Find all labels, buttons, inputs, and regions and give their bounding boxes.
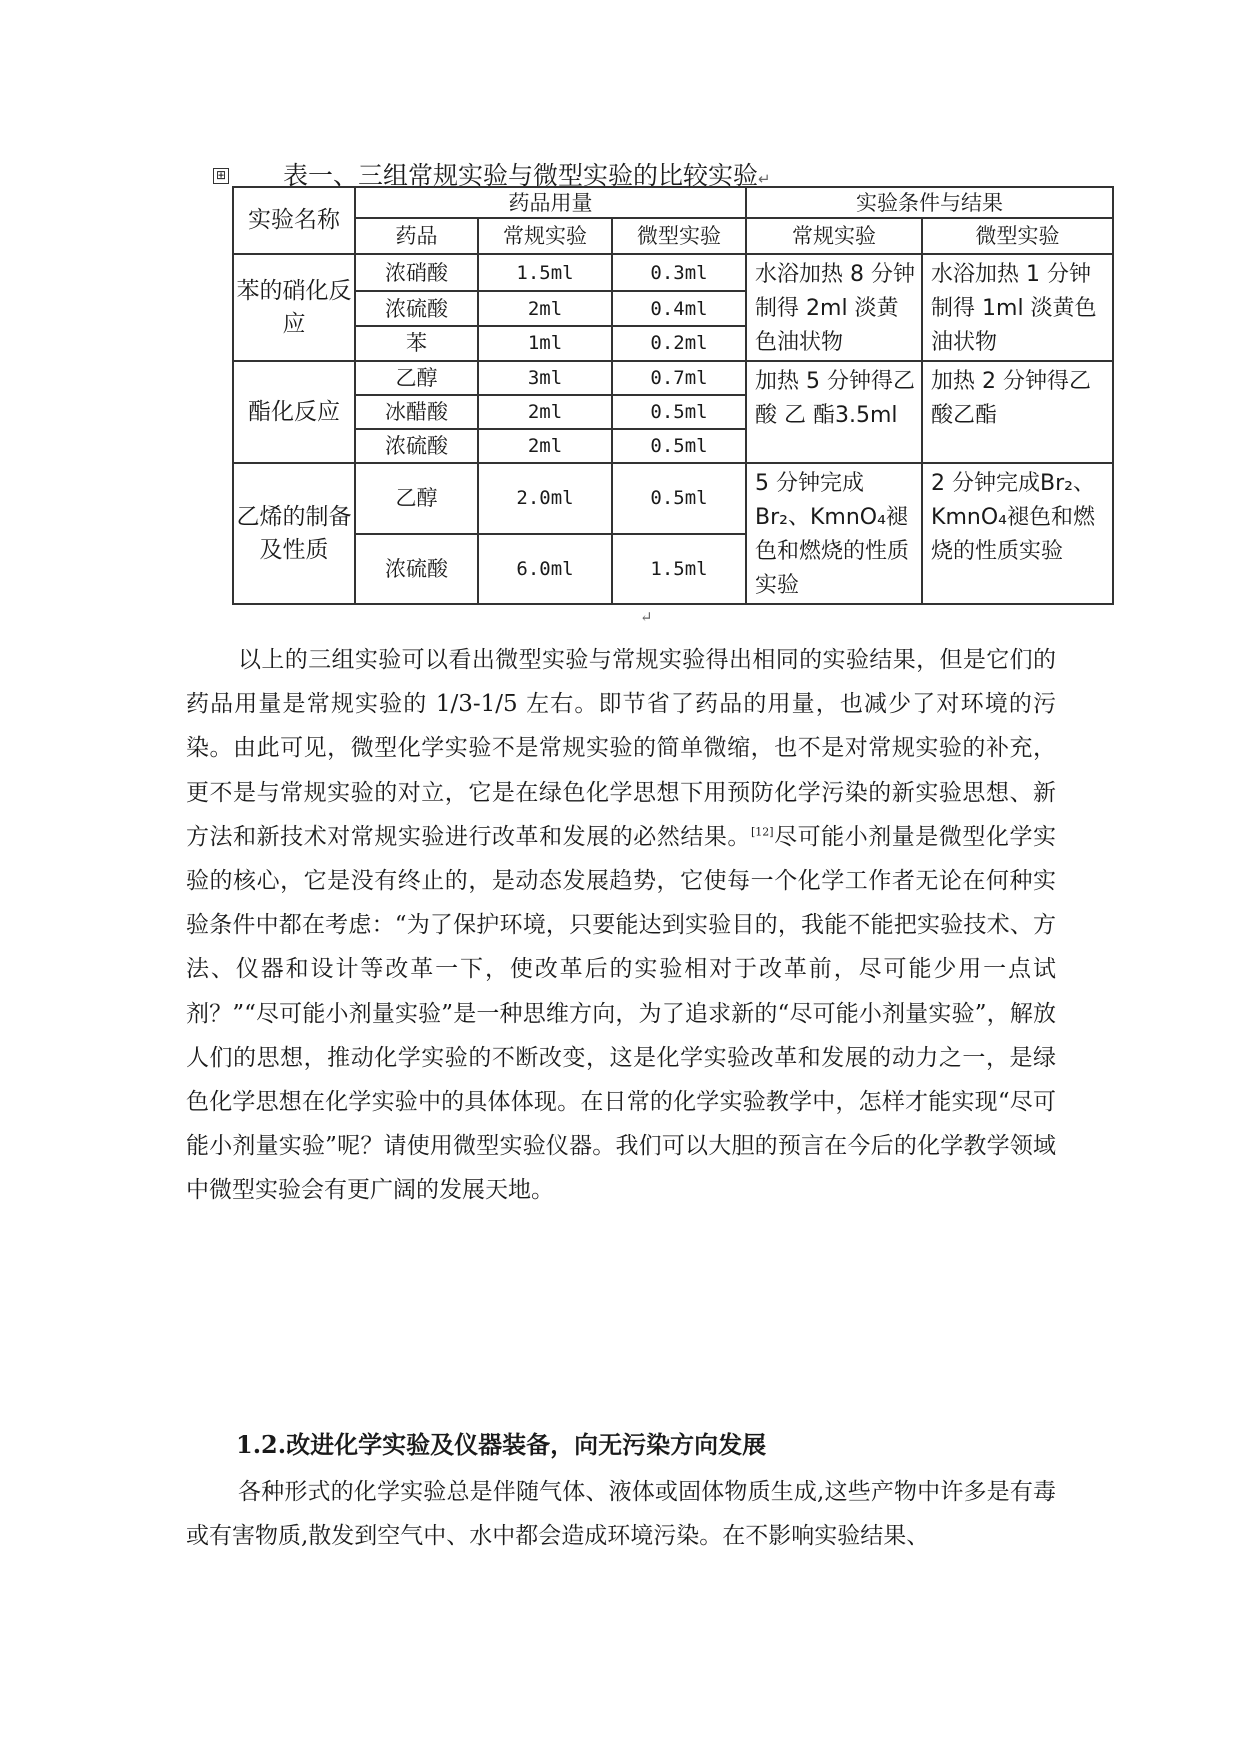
drug-cell: 苯 [355, 326, 478, 361]
table-caption-text: 表一、三组常规实验与微型实验的比较实验 [283, 161, 759, 190]
header-dosage-group: 药品用量 [355, 187, 746, 218]
table-row [233, 463, 1113, 534]
experiment-name-cell: 苯的硝化反应 [233, 254, 355, 361]
drug-cell: 冰醋酸 [355, 395, 478, 429]
header-experiment-name: 实验名称 [233, 187, 355, 254]
conventional-dosage-cell: 2ml [478, 395, 612, 429]
table-move-handle-icon[interactable]: ⊞ [213, 168, 229, 184]
drug-cell: 浓硫酸 [355, 534, 478, 605]
drug-cell: 乙醇 [355, 463, 478, 534]
micro-dosage-cell: 0.5ml [612, 429, 746, 463]
micro-dosage-cell: 1.5ml [612, 534, 746, 605]
micro-result-cell: 2 分钟完成Br₂、KmnO₄褪色和燃烧的性质实验 [922, 463, 1113, 604]
table-row [233, 254, 1113, 291]
header-dosage-conventional: 常规实验 [478, 218, 612, 254]
body-paragraph [186, 638, 1056, 1288]
paragraph-mark-icon: ↵ [758, 170, 771, 188]
drug-cell: 浓硫酸 [355, 429, 478, 463]
header-dosage-micro: 微型实验 [612, 218, 746, 254]
micro-dosage-cell: 0.5ml [612, 395, 746, 429]
conventional-dosage-cell: 2.0ml [478, 463, 612, 534]
body-paragraph-text: 以上的三组实验可以看出微型实验与常规实验得出相同的实验结果，但是它们的药品用量是常规实验的 1/3-1/5 左右。即节省了药品的用量，也减少了对环境的污染。由此可见，微型化学实验不是常规实验的简单微缩，也不是对常规实验的补充，更不是与常规实验的对立，它是在绿色化学思想下用预防化学污染的新实验思想、新方法和新技术对常规实验进行改革和发展的必然结果。 [186, 647, 1056, 850]
conventional-result-cell: 5 分钟完成Br₂、KmnO₄褪色和燃烧的性质实验 [746, 463, 922, 604]
conventional-dosage-cell: 2ml [478, 429, 612, 463]
citation-reference[interactable]: [12] [750, 825, 774, 839]
micro-dosage-cell: 0.2ml [612, 326, 746, 361]
micro-dosage-cell: 0.7ml [612, 361, 746, 395]
table-row [233, 361, 1113, 395]
drug-cell: 乙醇 [355, 361, 478, 395]
conventional-dosage-cell: 1.5ml [478, 254, 612, 291]
section-heading: 1.2.改进化学实验及仪器装备，向无污染方向发展 [236, 1430, 767, 1459]
conventional-dosage-cell: 1ml [478, 326, 612, 361]
section-paragraph: 各种形式的化学实验总是伴随气体、液体或固体物质生成,这些产物中许多是有毒或有害物质,散发到空气中、水中都会造成环境污染。在不影响实验结果、 [186, 1479, 1056, 1550]
header-result-micro: 微型实验 [922, 218, 1113, 254]
experiment-name-cell: 乙烯的制备及性质 [233, 463, 355, 604]
micro-result-cell: 加热 2 分钟得乙酸乙酯 [922, 361, 1113, 463]
micro-dosage-cell: 0.3ml [612, 254, 746, 291]
conventional-dosage-cell: 2ml [478, 291, 612, 325]
drug-cell: 浓硝酸 [355, 254, 478, 291]
conventional-dosage-cell: 6.0ml [478, 534, 612, 605]
body-paragraph-text-continued: 尽可能小剂量是微型化学实验的核心，它是没有终止的，是动态发展趋势，它使每一个化学工作者无论在何种实验条件中都在考虑：“为了保护环境，只要能达到实验目的，我能不能把实验技术、方法、仪器和设计等改革一下，使改革后的实验相对于改革前，尽可能少用一点试剂？”“尽可能小剂量实验”是一种思维方向，为了追求新的“尽可能小剂量实验”，解放人们的思想，推动化学实验的不断改变，这是化学实验改革和发展的动力之一，是绿色化学思想在化学实验中的具体体现。在日常的化学实验教学中，怎样才能实现“尽可能小剂量实验”呢？请使用微型实验仪器。我们可以大胆的预言在今后的化学教学领域中微型实验会有更广阔的发展天地。 [186, 823, 1056, 1204]
header-conditions-group: 实验条件与结果 [746, 187, 1113, 218]
conventional-result-cell: 水浴加热 8 分钟制得 2ml 淡黄色油状物 [746, 254, 922, 361]
comparison-table-container [232, 186, 1097, 604]
micro-dosage-cell: 0.4ml [612, 291, 746, 325]
micro-result-cell: 水浴加热 1 分钟制得 1ml 淡黄色油状物 [922, 254, 1113, 361]
conventional-result-cell: 加热 5 分钟得乙 酸 乙 酯3.5ml [746, 361, 922, 463]
paragraph-mark-icon: ↵ [640, 608, 653, 626]
experiment-name-cell: 酯化反应 [233, 361, 355, 463]
header-drug: 药品 [355, 218, 478, 254]
micro-dosage-cell: 0.5ml [612, 463, 746, 534]
header-result-conventional: 常规实验 [746, 218, 922, 254]
conventional-dosage-cell: 3ml [478, 361, 612, 395]
drug-cell: 浓硫酸 [355, 291, 478, 325]
comparison-table [232, 186, 1114, 605]
